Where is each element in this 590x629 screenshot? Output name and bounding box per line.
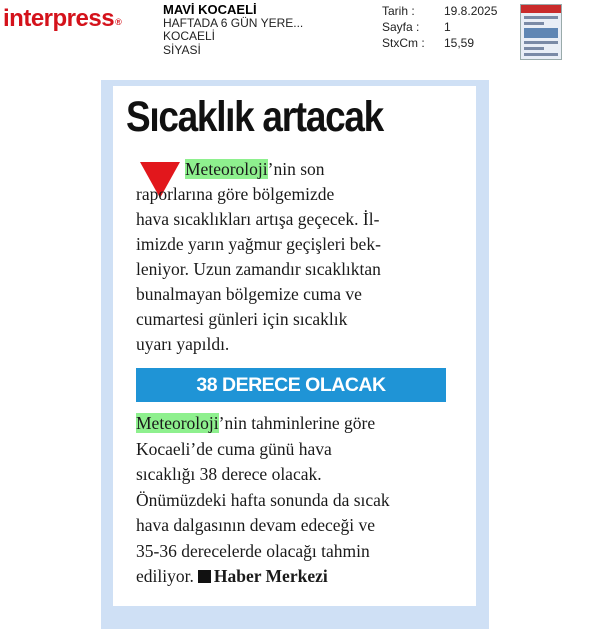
paragraph-1-line: leniyor. Uzun zamandır sıcaklıktan <box>136 259 381 279</box>
article-paragraph-1 <box>136 157 456 357</box>
registered-mark: ® <box>115 17 122 27</box>
paragraph-2-line: Kocaeli’de cuma günü hava <box>136 438 332 459</box>
headline-short: HAFTADA 6 GÜN YERE... <box>163 15 304 30</box>
paragraph-1-line: bunalmayan bölgemize cuma ve <box>136 284 362 304</box>
highlight-keyword: Meteoroloji <box>136 413 219 433</box>
paragraph-2-line: sıcaklığı 38 derece olacak. <box>136 464 322 484</box>
interpress-logo: interpress® <box>3 5 122 32</box>
meta-label-stxcm: StxCm : <box>382 36 425 50</box>
meta-label-date: Tarih : <box>382 4 415 18</box>
article-title: Sıcaklık artacak <box>126 93 383 141</box>
newspaper-thumbnail-icon[interactable] <box>520 4 562 60</box>
paragraph-1-line: imizde yarın yağmur geçişleri bek- <box>136 234 381 254</box>
paragraph-2-line: Önümüzdeki hafta sonunda da sıcak <box>136 489 390 510</box>
paragraph-1-line: uyarı yapıldı. <box>136 334 230 354</box>
paragraph-2-line: hava dalgasının devam edeceği ve <box>136 515 376 535</box>
clipping-meta <box>382 3 514 51</box>
paragraph-2-line: 35-36 derecelerde olacağı tahmin <box>136 540 370 561</box>
meta-value-page: 1 <box>444 20 451 34</box>
publication-name: MAVİ KOCAELİ <box>163 2 257 17</box>
paragraph-2-line: Meteoroloji’nin tahminlerine göre <box>136 413 376 433</box>
paragraph-1-line: hava sıcaklıkları artışa geçecek. İl- <box>136 209 380 229</box>
meta-value-stxcm: 15,59 <box>444 36 475 50</box>
city: KOCAELİ <box>163 29 216 43</box>
paragraph-1-line: Meteoroloji’nin son <box>185 159 325 179</box>
signature-square-icon <box>198 570 211 583</box>
highlight-keyword: Meteoroloji <box>185 159 268 179</box>
signature: Haber Merkezi <box>213 566 328 586</box>
paragraph-1-line: cumartesi günleri için sıcaklık <box>136 309 348 329</box>
section: SİYASİ <box>163 42 201 57</box>
meta-value-date: 19.8.2025 <box>444 4 498 18</box>
subheading-banner: 38 DERECE OLACAK <box>136 368 446 402</box>
meta-label-page: Sayfa : <box>382 20 420 34</box>
publication-info <box>163 3 303 57</box>
paragraph-1-line: raporlarına göre bölgemizde <box>136 184 335 204</box>
article-paragraph-2 <box>136 411 456 590</box>
paragraph-2-line: ediliyor. Haber Merkezi <box>136 566 328 586</box>
